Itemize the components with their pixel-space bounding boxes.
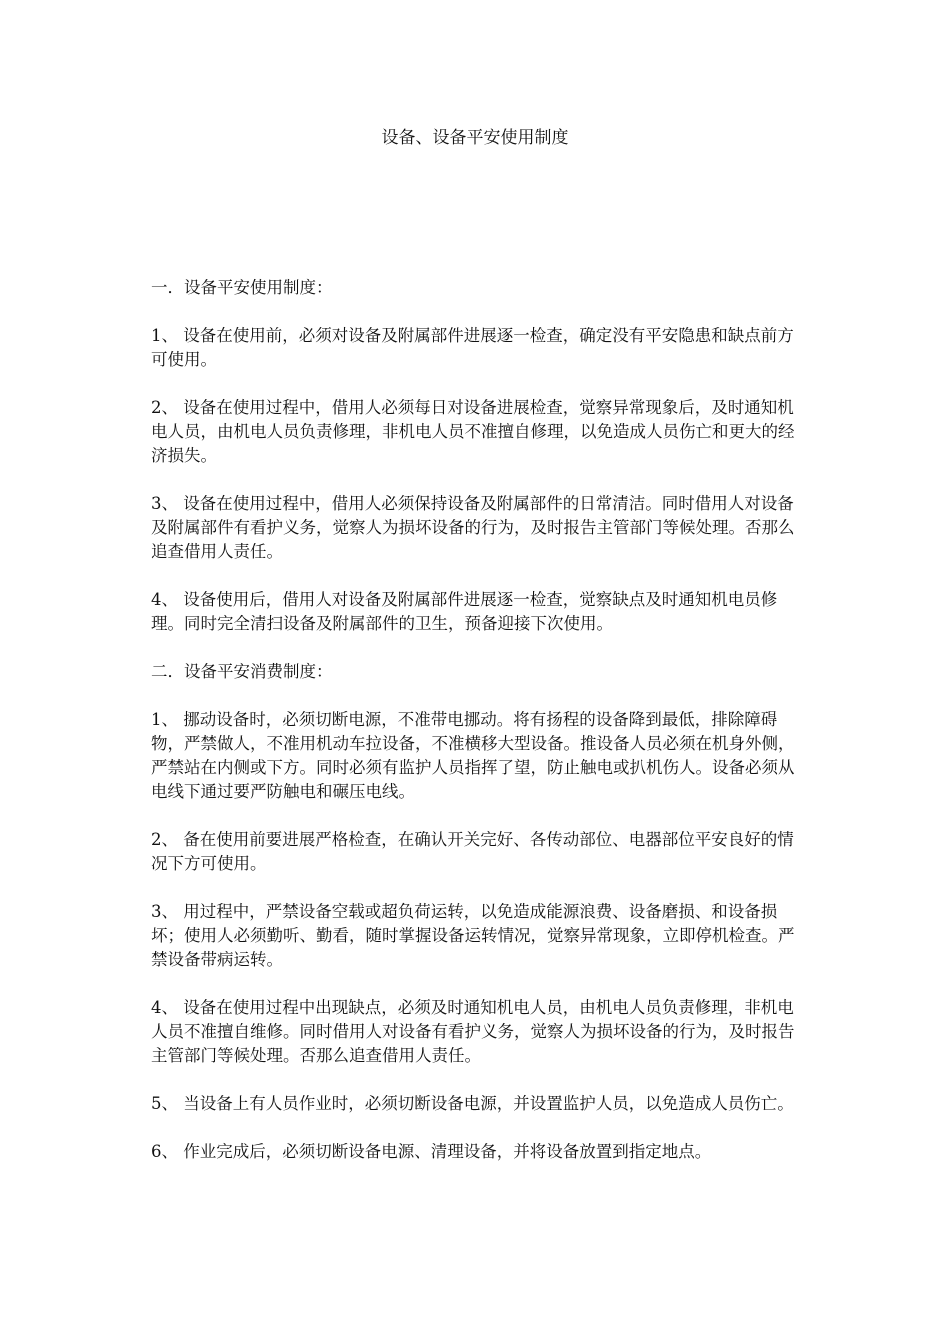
- item-text: 作业完成后，必须切断设备电源、清理设备，并将设备放置到指定地点。: [178, 1142, 712, 1161]
- list-item: [151, 708, 801, 804]
- item-number: 5、: [151, 1094, 178, 1113]
- list-item: [151, 900, 801, 972]
- item-number: 4、: [151, 998, 178, 1017]
- item-text: 设备在使用过程中出现缺点，必须及时通知机电人员，由机电人员负责修理，非机电人员不准擅自维修。同时借用人对设备有看护义务，觉察人为损坏设备的行为，及时报告主管部门等候处理。否那么追查借用人责任。: [151, 998, 795, 1065]
- document-title: 设备、设备平安使用制度: [381, 128, 569, 148]
- item-text: 设备在使用过程中，借用人必须保持设备及附属部件的日常清洁。同时借用人对设备及附属部件有看护义务，觉察人为损坏设备的行为，及时报告主管部门等候处理。否那么追查借用人责任。: [151, 494, 795, 561]
- list-item: [151, 1092, 801, 1116]
- item-text: 挪动设备时，必须切断电源，不准带电挪动。将有扬程的设备降到最低，排除障碍物，严禁做人，不准用机动车拉设备，不准横移大型设备。推设备人员必须在机身外侧，严禁站在内侧或下方。同时必须有监护人员指挥了望，防止触电或扒机伤人。设备必须从电线下通过要严防触电和碾压电线。: [151, 710, 795, 801]
- document-body: [151, 276, 801, 1188]
- item-number: 1、: [151, 710, 178, 729]
- list-item: [151, 396, 801, 468]
- list-item: [151, 828, 801, 876]
- item-text: 备在使用前要进展严格检查，在确认开关完好、各传动部位、电器部位平安良好的情况下方可使用。: [151, 830, 794, 873]
- item-text: 设备使用后，借用人对设备及附属部件进展逐一检查，觉察缺点及时通知机电员修理。同时完全清扫设备及附属部件的卫生，预备迎接下次使用。: [151, 590, 778, 633]
- list-item: [151, 588, 801, 636]
- section-heading-2: 二．设备平安消费制度：: [151, 662, 333, 681]
- list-item: [151, 1140, 801, 1164]
- item-number: 2、: [151, 398, 178, 417]
- item-text: 设备在使用过程中，借用人必须每日对设备进展检查，觉察异常现象后，及时通知机电人员，由机电人员负责修理，非机电人员不准擅自修理，以免造成人员伤亡和更大的经济损失。: [151, 398, 795, 465]
- list-item: [151, 324, 801, 372]
- item-number: 2、: [151, 830, 178, 849]
- section-heading-1: 一．设备平安使用制度：: [151, 278, 333, 297]
- item-number: 3、: [151, 494, 178, 513]
- item-number: 4、: [151, 590, 178, 609]
- item-number: 1、: [151, 326, 178, 345]
- item-number: 6、: [151, 1142, 178, 1161]
- item-text: 当设备上有人员作业时，必须切断设备电源，并设置监护人员，以免造成人员伤亡。: [178, 1094, 794, 1113]
- list-item: [151, 492, 801, 564]
- list-item: [151, 996, 801, 1068]
- item-text: 用过程中，严禁设备空载或超负荷运转，以免造成能源浪费、设备磨损、和设备损坏；使用人必须勤听、勤看，随时掌握设备运转情况，觉察异常现象，立即停机检查。严禁设备带病运转。: [151, 902, 795, 969]
- item-text: 设备在使用前，必须对设备及附属部件进展逐一检查，确定没有平安隐患和缺点前方可使用。: [151, 326, 794, 369]
- item-number: 3、: [151, 902, 178, 921]
